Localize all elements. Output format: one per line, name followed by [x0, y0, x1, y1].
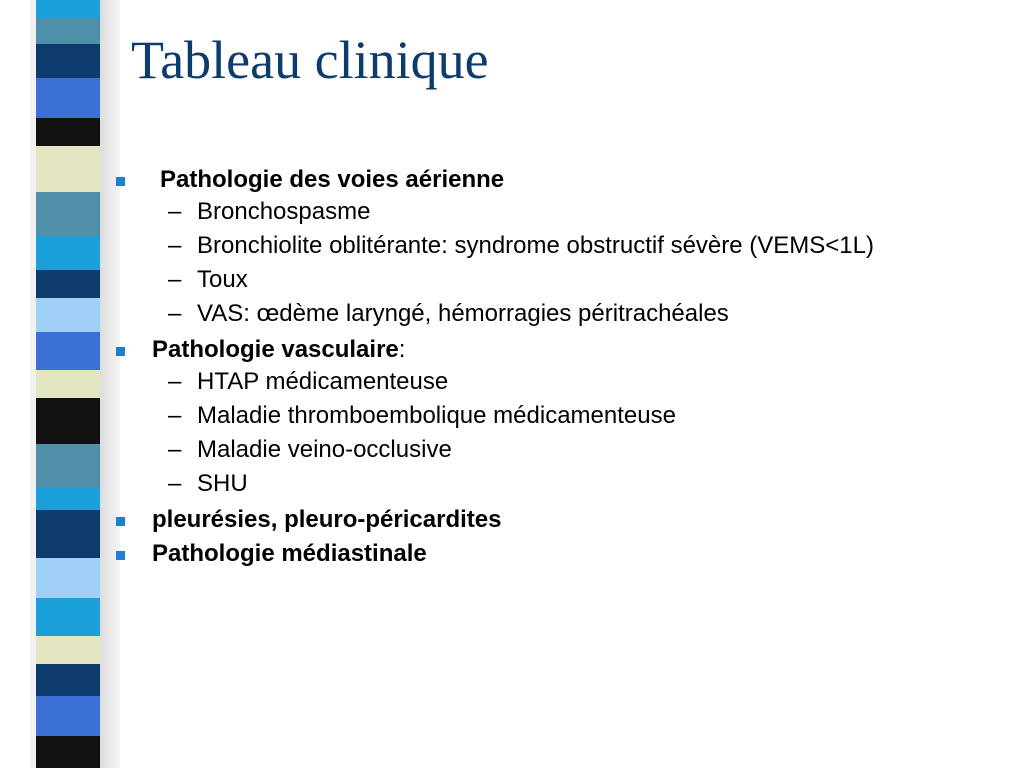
sub-item-text: SHU [197, 470, 248, 497]
stripe [36, 636, 100, 664]
stripe [36, 44, 100, 78]
stripe [36, 236, 100, 270]
sub-list-item [113, 401, 993, 435]
stripe [36, 510, 100, 558]
square-bullet-icon [116, 347, 125, 356]
dash-bullet: – [168, 470, 182, 497]
sub-list-item [113, 265, 993, 299]
stripe [36, 598, 100, 636]
stripe [36, 298, 100, 332]
stripe [36, 118, 100, 146]
sub-item-text: VAS: œdème laryngé, hémorragies péritrachéales [197, 300, 729, 327]
list-item [113, 503, 993, 537]
sub-item-text: Maladie veino-occlusive [197, 436, 452, 463]
list-item [113, 537, 993, 571]
list-item [113, 333, 993, 367]
sub-item-text: HTAP médicamenteuse [197, 368, 449, 395]
sub-list-item [113, 197, 993, 231]
stripe [36, 736, 100, 768]
stripe [36, 192, 100, 236]
square-bullet-icon [116, 517, 125, 526]
dash-bullet: – [168, 198, 182, 225]
sub-list [113, 367, 993, 503]
slide-body [113, 163, 993, 571]
stripe [36, 18, 100, 44]
slide-title: Tableau clinique [131, 30, 489, 90]
decorative-side-strip [0, 0, 120, 768]
list-item-label: pleurésies, pleuro-péricardites [152, 506, 502, 533]
list-item-label: Pathologie des voies aérienne [160, 166, 505, 193]
stripe [36, 370, 100, 398]
stripe [36, 270, 100, 298]
list-item-label: Pathologie médiastinale [152, 540, 427, 567]
stripe [36, 558, 100, 598]
dash-bullet: – [168, 436, 182, 463]
dash-bullet: – [168, 232, 182, 259]
sub-item-text: Maladie thromboembolique médicamenteuse [197, 402, 676, 429]
stripe [36, 696, 100, 736]
sub-list-item [113, 299, 993, 333]
sub-list-item [113, 469, 993, 503]
dash-bullet: – [168, 368, 182, 395]
square-bullet-icon [116, 177, 125, 186]
stripe [36, 664, 100, 696]
dash-bullet: – [168, 266, 182, 293]
stripe [36, 78, 100, 118]
sub-item-text: Toux [197, 266, 248, 293]
sub-list-item [113, 435, 993, 469]
sub-list-item [113, 231, 993, 265]
stripe-column [36, 0, 100, 768]
stripe [36, 0, 100, 18]
dash-bullet: – [168, 300, 182, 327]
list-item [113, 163, 993, 197]
dash-bullet: – [168, 402, 182, 429]
stripe [36, 488, 100, 510]
list-item-suffix: : [398, 336, 406, 363]
sub-item-text: Bronchospasme [197, 198, 371, 225]
sub-item-text: Bronchiolite oblitérante: syndrome obstructif sévère (VEMS<1L) [197, 232, 874, 259]
square-bullet-icon [116, 551, 125, 560]
stripe [36, 332, 100, 370]
stripe [36, 398, 100, 444]
stripe [36, 146, 100, 192]
sub-list [113, 197, 993, 333]
stripe [36, 444, 100, 488]
sub-list-item [113, 367, 993, 401]
list-item-label: Pathologie vasculaire [152, 336, 399, 363]
